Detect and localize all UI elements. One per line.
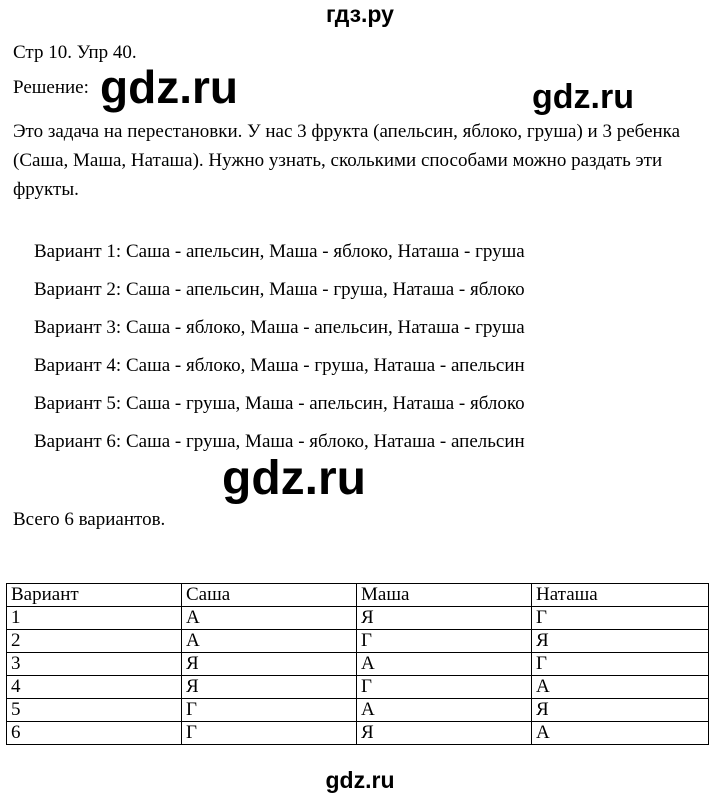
- table-row: [7, 607, 709, 630]
- table-cell: Я: [182, 676, 357, 699]
- table-cell: А: [182, 607, 357, 630]
- variant-line: Вариант 3: Саша - яблоко, Маша - апельсин, Наташа - груша: [34, 317, 525, 338]
- table-cell: А: [532, 676, 709, 699]
- table-cell: 5: [7, 699, 182, 722]
- table-cell: Я: [532, 630, 709, 653]
- table-cell: Г: [182, 699, 357, 722]
- table-row: [7, 676, 709, 699]
- table-cell: А: [357, 699, 532, 722]
- variant-line: Вариант 6: Саша - груша, Маша - яблоко, Наташа - апельсин: [34, 431, 525, 452]
- table-cell: 2: [7, 630, 182, 653]
- header-cell: Саша: [182, 584, 357, 607]
- header-cell: Наташа: [532, 584, 709, 607]
- site-footer: gdz.ru: [325, 767, 395, 793]
- variant-line: Вариант 4: Саша - яблоко, Маша - груша, Наташа - апельсин: [34, 355, 525, 376]
- table-row: [7, 722, 709, 745]
- table-header-row: [7, 584, 709, 607]
- table-cell: Г: [357, 676, 532, 699]
- table-cell: 6: [7, 722, 182, 745]
- site-header: гдз.ру: [326, 1, 394, 27]
- solution-label: Решение:: [13, 77, 89, 98]
- table-cell: Я: [532, 699, 709, 722]
- table-cell: 1: [7, 607, 182, 630]
- watermark-center: gdz.ru: [222, 452, 366, 505]
- table-cell: А: [532, 722, 709, 745]
- table-row: [7, 653, 709, 676]
- table-cell: Г: [182, 722, 357, 745]
- table-cell: Г: [532, 653, 709, 676]
- exercise-reference: Стр 10. Упр 40.: [13, 42, 137, 63]
- table-row: [7, 699, 709, 722]
- table-cell: А: [182, 630, 357, 653]
- header-cell: Вариант: [7, 584, 182, 607]
- table-cell: 4: [7, 676, 182, 699]
- table-row: [7, 630, 709, 653]
- table-cell: 3: [7, 653, 182, 676]
- table-cell: А: [357, 653, 532, 676]
- intro-paragraph: Это задача на перестановки. У нас 3 фрукта (апельсин, яблоко, груша) и 3 ребенка (Саша, Маша, Наташа). Нужно узнать, сколькими способами можно раздать эти фрукты.: [13, 121, 681, 200]
- variant-line: Вариант 2: Саша - апельсин, Маша - груша, Наташа - яблоко: [34, 279, 525, 300]
- table-cell: Г: [532, 607, 709, 630]
- header-cell: Маша: [357, 584, 532, 607]
- table-cell: Я: [357, 607, 532, 630]
- variant-line: Вариант 5: Саша - груша, Маша - апельсин, Наташа - яблоко: [34, 393, 525, 414]
- table-cell: Г: [357, 630, 532, 653]
- table-cell: Я: [182, 653, 357, 676]
- variants-list: [34, 241, 525, 469]
- watermark-medium: gdz.ru: [532, 78, 634, 116]
- watermark-large: gdz.ru: [100, 61, 238, 113]
- total-count: Всего 6 вариантов.: [13, 509, 166, 530]
- distribution-table: [6, 583, 709, 745]
- table-cell: Я: [357, 722, 532, 745]
- variant-line: Вариант 1: Саша - апельсин, Маша - яблоко, Наташа - груша: [34, 241, 525, 262]
